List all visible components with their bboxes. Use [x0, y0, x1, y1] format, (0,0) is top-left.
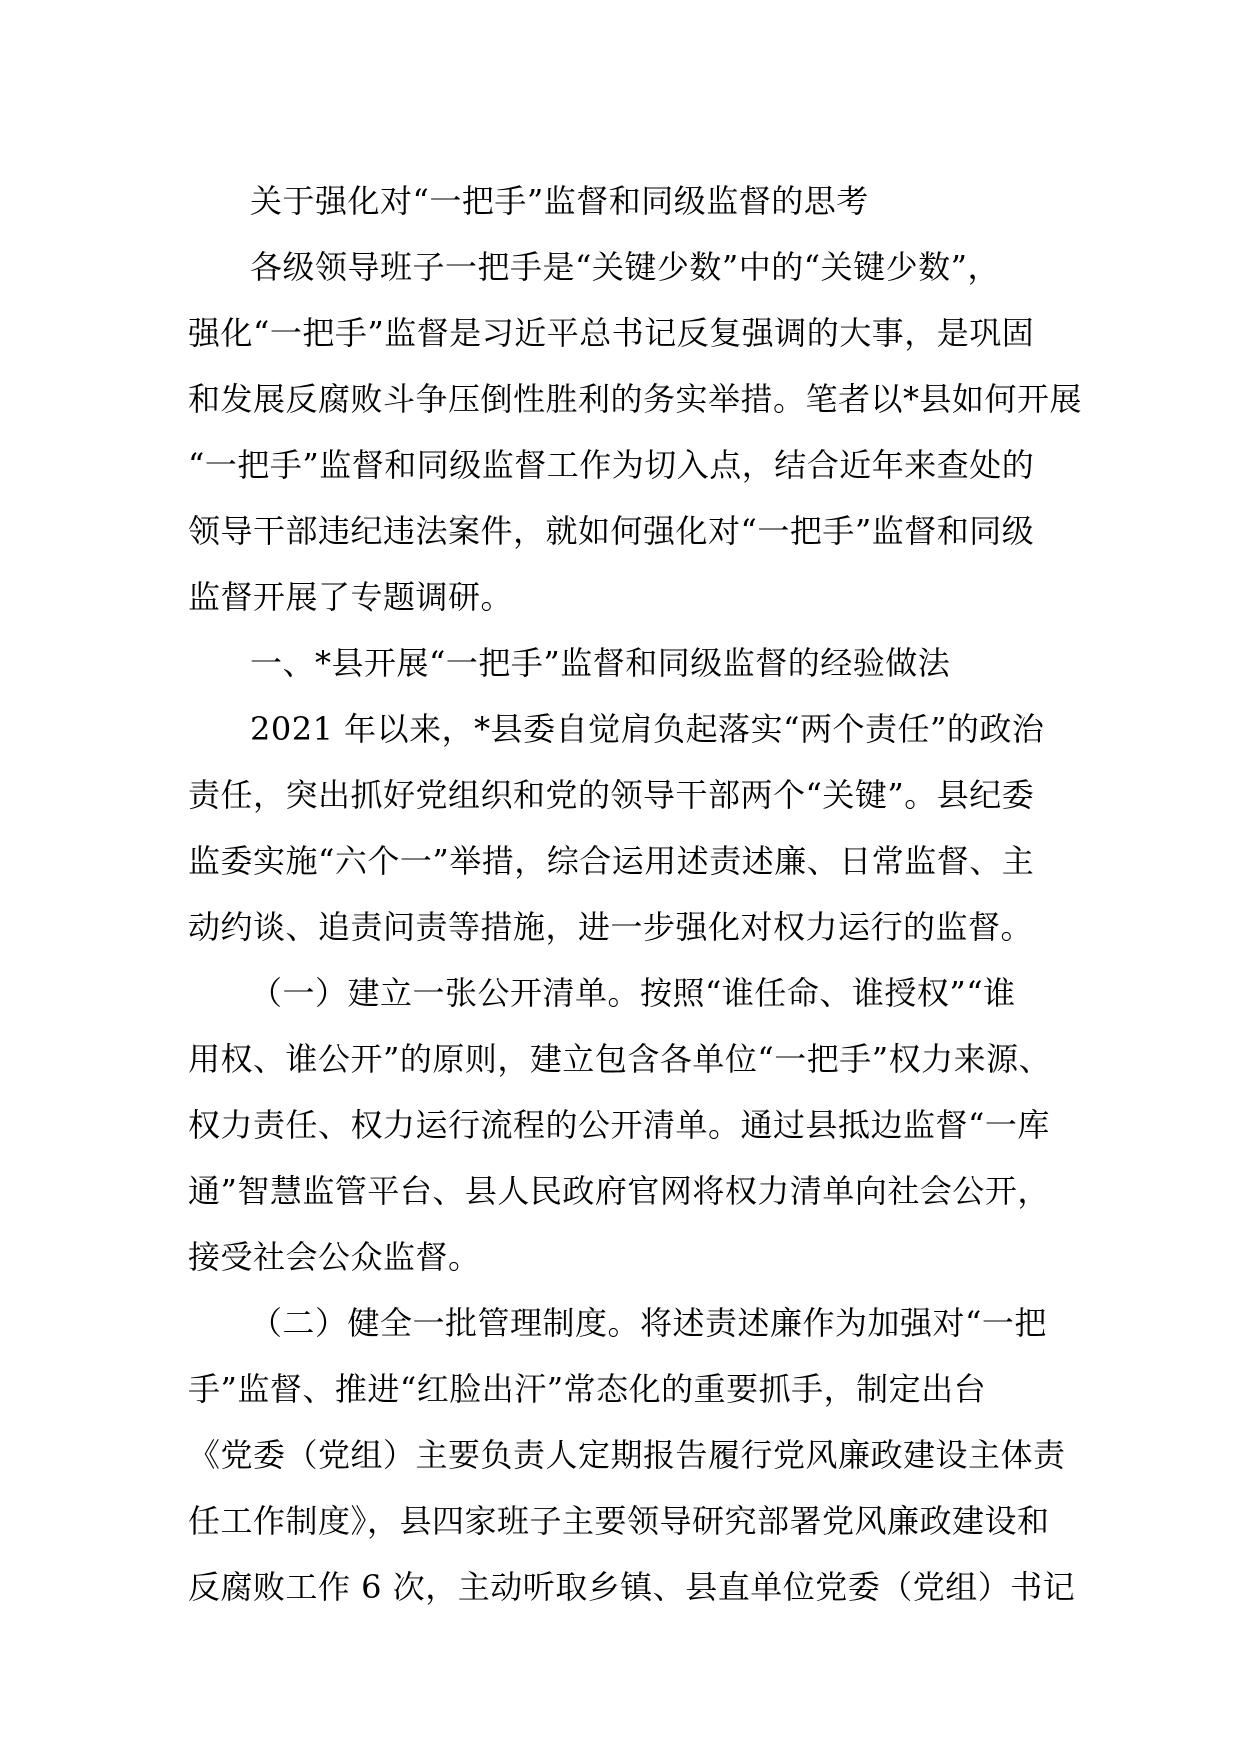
- paragraph-line: “一把手”监督和同级监督工作为切入点，结合近年来查处的: [188, 446, 1035, 484]
- paragraph-line: 《党委（党组）主要负责人定期报告履行党风廉政建设主体责: [188, 1436, 1066, 1474]
- paragraph-overview: [188, 696, 1058, 960]
- paragraph-line: 监督开展了专题调研。: [188, 578, 514, 616]
- paragraph-line: 通”智慧监管平台、县人民政府官网将权力清单向社会公开，: [188, 1172, 1050, 1210]
- paragraph-line: 责任，突出抓好党组织和党的领导干部两个“关键”。县纪委: [188, 776, 1035, 814]
- paragraph-line: 反腐败工作 6 次，主动听取乡镇、县直单位党委（党组）书记: [188, 1568, 1076, 1606]
- paragraph-line: 监委实施“六个一”举措，综合运用述责述廉、日常监督、主: [188, 842, 1035, 880]
- document-title: 关于强化对“一把手”监督和同级监督的思考: [250, 182, 869, 220]
- section-heading: [188, 630, 1058, 696]
- paragraph-line: 任工作制度》，县四家班子主要领导研究部署党风廉政建设和: [188, 1502, 1050, 1540]
- paragraph-line: 各级领导班子一把手是“关键少数”中的“关键少数”，: [250, 248, 1000, 286]
- paragraph-intro: [188, 234, 1083, 630]
- paragraph-line: 动约谈、追责问责等措施，进一步强化对权力运行的监督。: [188, 908, 1034, 946]
- paragraph-line: 领导干部违纪违法案件，就如何强化对“一把手”监督和同级: [188, 512, 1035, 550]
- section-heading-line: 一、*县开展“一把手”监督和同级监督的经验做法: [250, 644, 951, 682]
- paragraph-line: 手”监督、推进“红脸出汗”常态化的重要抓手，制定出台: [188, 1370, 987, 1408]
- paragraph-line: （一）建立一张公开清单。按照“谁任命、谁授权”“谁: [250, 974, 1016, 1012]
- paragraph-line: 接受社会公众监督。: [188, 1238, 481, 1276]
- paragraph-item-2: [188, 1290, 1076, 1620]
- paragraph-line: 权力责任、权力运行流程的公开清单。通过县抵边监督“一库: [188, 1106, 1050, 1144]
- paragraph-line: 2021 年以来，*县委自觉肩负起落实“两个责任”的政治: [250, 710, 1045, 748]
- paragraph-item-1: [188, 960, 1058, 1290]
- paragraph-line: 强化“一把手”监督是习近平总书记反复强调的大事，是巩固: [188, 314, 1035, 352]
- paragraph-line: 用权、谁公开”的原则，建立包含各单位“一把手”权力来源、: [188, 1040, 1052, 1078]
- paragraph-line: 和发展反腐败斗争压倒性胜利的务实举措。笔者以*县如何开展: [188, 380, 1083, 418]
- paragraph-line: （二）健全一批管理制度。将述责述廉作为加强对“一把: [250, 1304, 1047, 1342]
- document-body: [188, 168, 1083, 1620]
